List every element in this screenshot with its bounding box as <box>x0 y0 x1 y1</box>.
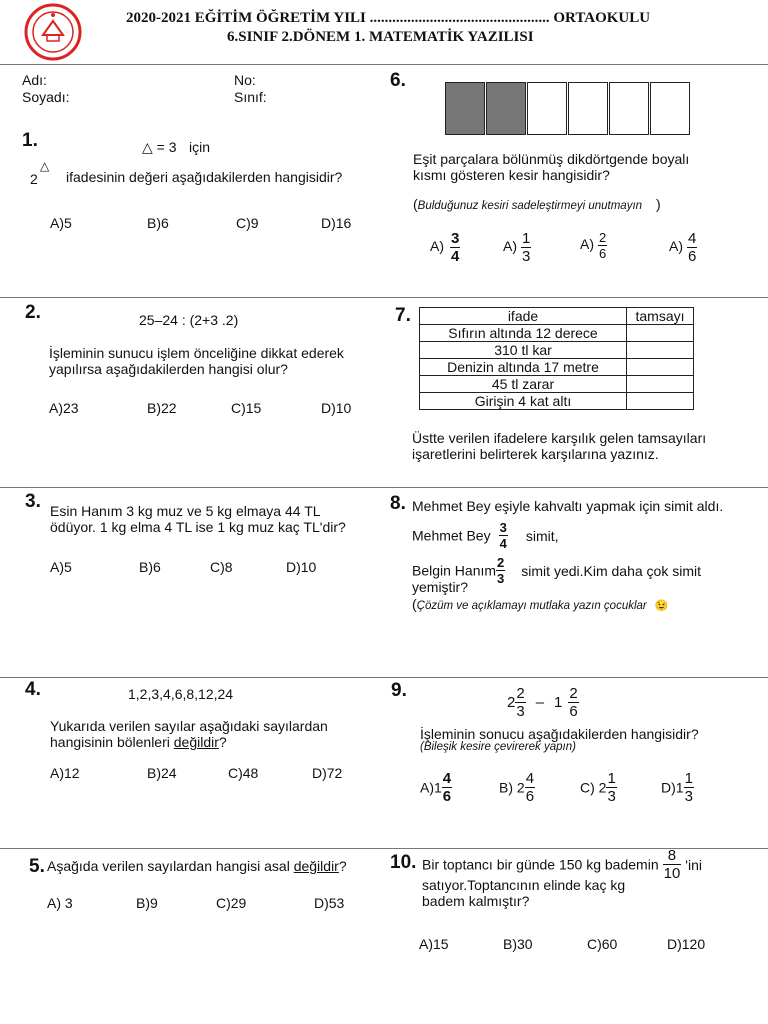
q7-text-2: işaretlerini belirterek karşılarına yazınız. <box>412 446 659 462</box>
q10-option-b[interactable]: B)30 <box>503 936 533 952</box>
q1-condition: △ = 3 <box>142 139 177 155</box>
section-divider <box>0 487 768 488</box>
q5-text: Aşağıda verilen sayılardan hangisi asal değildir? <box>47 858 347 874</box>
section-divider <box>0 677 768 678</box>
q4-text-1: Yukarıda verilen sayılar aşağıdaki sayılardan <box>50 718 328 734</box>
q5-option-b[interactable]: B)9 <box>136 895 158 911</box>
q6-option-a[interactable]: A) $\frac{3}{4}$ <box>430 230 460 265</box>
q3-option-b[interactable]: B)6 <box>139 559 161 575</box>
q6-option-b[interactable]: A) $\frac{1}{3}$ <box>503 230 531 265</box>
q8-mehmet-line: Mehmet Bey $\frac{3}{4}$ simit, <box>412 520 559 551</box>
q10-option-c[interactable]: C)60 <box>587 936 618 952</box>
q1-option-b[interactable]: B)6 <box>147 215 169 231</box>
q8-belgin-line: Belgin Hanım $\frac{2}{3}$ simit yedi.Kim daha çok simit <box>412 555 701 586</box>
q2-option-b[interactable]: B)22 <box>147 400 177 416</box>
q3-text-2: ödüyor. 1 kg elma 4 TL ise 1 kg muz kaç TL'dir? <box>50 519 346 535</box>
q7-answer-cell[interactable] <box>627 325 694 342</box>
q9-option-b[interactable]: B) 2 $\frac{4}{6}$ <box>499 770 535 805</box>
q4-option-d[interactable]: D)72 <box>312 765 343 781</box>
wink-emoji-icon: 😉 <box>654 600 669 612</box>
q6-text-1: Eşit parçalara bölünmüş dikdörtgende boyalı <box>413 151 690 167</box>
q7-answer-cell[interactable] <box>627 359 694 376</box>
q7-text-1: Üstte verilen ifadelere karşılık gelen tamsayıları <box>412 430 707 446</box>
q6-part <box>650 82 690 135</box>
q7-row-label: 45 tl zarar <box>420 376 627 393</box>
q3-option-a[interactable]: A)5 <box>50 559 72 575</box>
q5-option-a[interactable]: A) 3 <box>47 895 73 911</box>
header-title: 2020-2021 EĞİTİM ÖĞRETİM YILI ................................................ ORTAOKULU <box>126 10 651 26</box>
q9-text: İşleminin sonucu aşağıdakilerden hangisidir? <box>420 726 699 742</box>
q2-option-d[interactable]: D)10 <box>321 400 352 416</box>
q2-number: 2. <box>25 302 41 323</box>
q7-row-label: Sıfırın altında 12 derece <box>420 325 627 342</box>
q2-text-2: yapılırsa aşağıdakilerden hangisi olur? <box>49 361 288 377</box>
q9-expression: 2 $\frac{2}{3}$ – 1 $\frac{2}{6}$ <box>507 685 578 720</box>
q8-number: 8. <box>390 493 406 514</box>
name-label: Adı: <box>22 72 47 88</box>
class-label: Sınıf: <box>234 89 267 105</box>
q4-number: 4. <box>25 679 41 700</box>
q4-option-a[interactable]: A)12 <box>50 765 80 781</box>
q6-option-c[interactable]: A) $\frac{2}{6}$ <box>580 230 607 261</box>
q6-part <box>609 82 649 135</box>
header-divider <box>0 64 768 65</box>
header-subtitle: 6.SINIF 2.DÖNEM 1. MATEMATİK YAZILISI <box>227 29 534 45</box>
q7-header-ifade: ifade <box>420 308 627 325</box>
q8-text-end: yemiştir? <box>412 579 469 595</box>
q3-option-d[interactable]: D)10 <box>286 559 317 575</box>
q1-option-d[interactable]: D)16 <box>321 215 352 231</box>
q1-base: 2 <box>30 171 38 187</box>
q6-part <box>527 82 567 135</box>
q9-option-c[interactable]: C) 2 $\frac{1}{3}$ <box>580 770 616 805</box>
q7-table <box>419 307 694 410</box>
q2-expression: 25–24 : (2+3 .2) <box>139 312 239 328</box>
q6-part <box>568 82 608 135</box>
ministry-logo <box>17 3 89 61</box>
no-label: No: <box>234 72 256 88</box>
q4-sequence: 1,2,3,4,6,8,12,24 <box>128 686 234 702</box>
q4-option-b[interactable]: B)24 <box>147 765 177 781</box>
q1-number: 1. <box>22 130 38 151</box>
q7-header-tamsayi: tamsayı <box>627 308 694 325</box>
q10-option-d[interactable]: D)120 <box>667 936 706 952</box>
q3-text-1: Esin Hanım 3 kg muz ve 5 kg elmaya 44 TL <box>50 503 321 519</box>
q5-option-c[interactable]: C)29 <box>216 895 247 911</box>
q2-option-a[interactable]: A)23 <box>49 400 79 416</box>
q7-answer-cell[interactable] <box>627 376 694 393</box>
q9-note: (Bileşik kesire çevirerek yapın) <box>420 741 576 753</box>
q6-text-2: kısmı gösteren kesir hangisidir? <box>413 167 610 183</box>
q10-number: 10. <box>390 852 417 873</box>
q8-text-1: Mehmet Bey eşiyle kahvaltı yapmak için simit aldı. <box>412 498 724 514</box>
q7-number: 7. <box>395 305 411 326</box>
q10-text-2: satıyor.Toptancının elinde kaç kg <box>422 877 626 893</box>
q7-row-label: 310 tl kar <box>420 342 627 359</box>
q8-note: (Çözüm ve açıklamayı mutlaka yazın çocuklar 😉 <box>412 596 669 612</box>
q2-text-1: İşleminin sunucu işlem önceliğine dikkat ederek <box>49 345 344 361</box>
q1-for: için <box>189 139 211 155</box>
q6-number: 6. <box>390 70 406 91</box>
q9-option-a[interactable]: A)1 $\frac{4}{6}$ <box>420 770 452 805</box>
q1-option-c[interactable]: C)9 <box>236 215 259 231</box>
q7-row-label: Girişin 4 kat altı <box>420 393 627 410</box>
q7-row-label: Denizin altında 17 metre <box>420 359 627 376</box>
q7-answer-cell[interactable] <box>627 393 694 410</box>
q7-answer-cell[interactable] <box>627 342 694 359</box>
q6-note: (Bulduğunuz kesiri sadeleştirmeyi unutmayın ) <box>413 196 661 212</box>
q1-text: ifadesinin değeri aşağıdakilerden hangisidir? <box>66 169 343 185</box>
q2-option-c[interactable]: C)15 <box>231 400 262 416</box>
q4-option-c[interactable]: C)48 <box>228 765 259 781</box>
q9-option-d[interactable]: D)1 $\frac{1}{3}$ <box>661 770 693 805</box>
q9-number: 9. <box>391 680 407 701</box>
q1-option-a[interactable]: A)5 <box>50 215 72 231</box>
q4-text-2: hangisinin bölenleri değildir? <box>50 734 227 750</box>
q6-option-d[interactable]: A) $\frac{4}{6}$ <box>669 230 697 265</box>
q3-number: 3. <box>25 491 41 512</box>
q5-number: 5. <box>29 856 45 877</box>
q1-exponent: △ <box>40 159 50 173</box>
q10-text-1: Bir toptancı bir günde 150 kg bademin $\frac{8}{10}$ 'ini <box>422 847 702 882</box>
q6-part-shaded <box>486 82 526 135</box>
q3-option-c[interactable]: C)8 <box>210 559 233 575</box>
q10-option-a[interactable]: A)15 <box>419 936 449 952</box>
q5-option-d[interactable]: D)53 <box>314 895 345 911</box>
q6-part-shaded <box>445 82 485 135</box>
q10-text-3: badem kalmıştır? <box>422 893 530 909</box>
surname-label: Soyadı: <box>22 89 70 105</box>
section-divider <box>0 297 768 298</box>
